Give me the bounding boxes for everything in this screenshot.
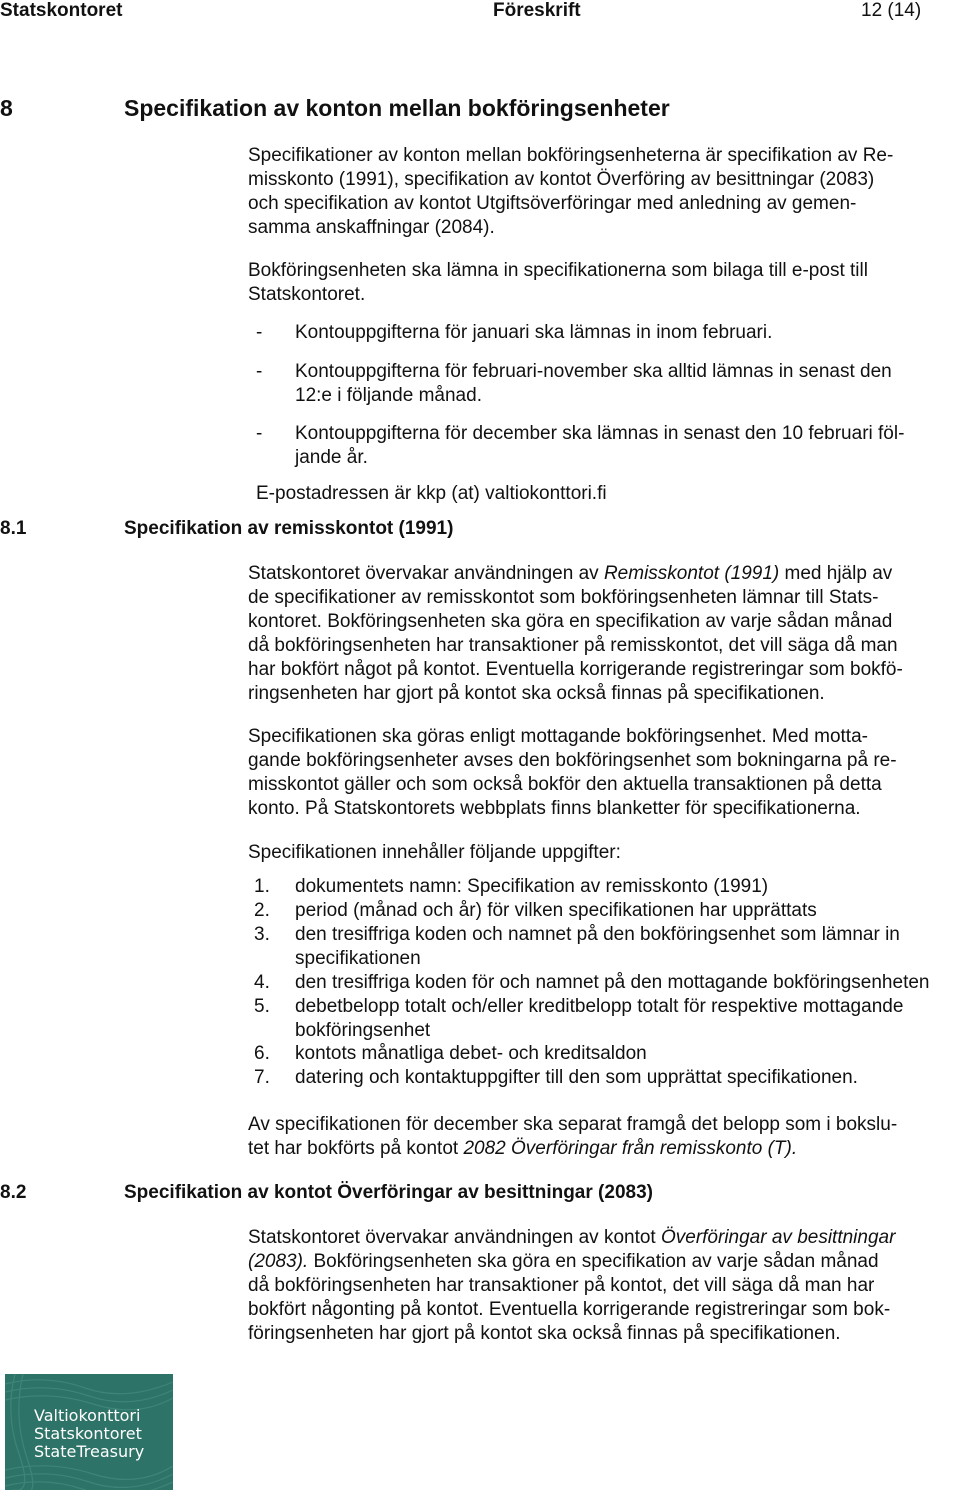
line: misskontot gäller och som också bokför den aktuella transaktionen på detta [248,774,882,795]
line: debetbelopp totalt och/eller kreditbelopp totalt för respektive mottagande [295,996,904,1017]
line: Kontouppgifterna för februari-november ska alltid lämnas in senast den [295,361,892,382]
list-number: 5. [254,996,270,1017]
list-number: 1. [254,876,270,897]
list-item [295,899,960,923]
section-8-paragraph-2 [248,259,960,307]
section-8-1-paragraph-3: Specifikationen innehåller följande uppgifter: [248,842,621,863]
line: Bokföringsenheten ska lämna in specifikationerna som bilaga till e-post till [248,260,868,281]
list-item [295,995,960,1043]
section-8-1-paragraph-2 [248,725,960,821]
line: specifikationen [295,948,421,969]
section-8-2-title: Specifikation av kontot Överföringar av besittningar (2083) [124,1182,653,1203]
section-8-2-number: 8.2 [0,1182,27,1203]
line: Statskontoret. [248,284,366,305]
text-run: Statskontoret övervakar användningen av [248,563,604,584]
line: Kontouppgifterna för december ska lämnas in senast den 10 februari föl- [295,423,905,444]
list-item [295,923,960,971]
account-number-italic: (2083). [248,1251,309,1272]
line: konto. På Statskontorets webbplats finns blanketter för specifikationerna. [248,798,861,819]
list-item [295,1042,960,1066]
dash-item-1 [295,321,960,345]
line: period (månad och år) för vilken specifikationen har upprättats [295,900,817,921]
text-run: Statskontoret övervakar användningen av kontot [248,1227,661,1248]
line: Specifikationen ska göras enligt mottagande bokföringsenhet. Med motta- [248,726,868,747]
line: och specifikation av kontot Utgiftsöverföringar med anledning av gemen- [248,193,857,214]
line: den tresiffriga koden för och namnet på den mottagande bokföringsenheten [295,972,930,993]
line: kontots månatliga debet- och kreditsaldon [295,1043,647,1064]
section-8-paragraph-1 [248,144,960,240]
line: då bokföringsenheten har transaktioner på remisskontot, det vill säga då man [248,635,898,656]
line: jande år. [295,447,368,468]
account-name-italic: 2082 Överföringar från remisskonto (T). [463,1138,798,1159]
logo-text-line-2: Statskontoret [34,1424,142,1443]
header-org: Statskontoret [0,0,123,21]
list-number: 4. [254,972,270,993]
text-run: med hjälp av [779,563,893,584]
dash-marker: - [256,322,263,343]
section-8-1-title: Specifikation av remisskontot (1991) [124,518,454,539]
email-address-line: E-postadressen är kkp (at) valtiokonttori.fi [256,483,607,504]
list-number: 6. [254,1043,270,1064]
dash-marker: - [256,423,263,444]
line: den tresiffriga koden och namnet på den bokföringsenhet som lämnar in [295,924,900,945]
line: samma anskaffningar (2084). [248,217,495,238]
line [248,1226,960,1250]
list-item [295,1066,960,1090]
account-name-italic: Remisskontot (1991) [603,563,780,584]
line [248,1137,960,1161]
line: datering och kontaktuppgifter till den som upprättat specifikationen. [295,1067,858,1088]
line: kontoret. Bokföringsenheten ska göra en specifikation av varje sådan månad [248,611,893,632]
list-item [295,971,960,995]
section-8-number: 8 [0,95,13,121]
line: bokfört någonting på kontot. Eventuella korrigerande registreringar som bok- [248,1299,891,1320]
line: de specifikationer av remisskontot som bokföringsenheten lämnar till Stats- [248,587,879,608]
line: 12:e i följande månad. [295,385,482,406]
section-8-1-number: 8.1 [0,518,27,539]
line: då bokföringsenheten har transaktioner på kontot, det vill säga då man har [248,1275,875,1296]
section-8-title: Specifikation av konton mellan bokföringsenheter [124,95,670,121]
line: gande bokföringsenheter avses den bokföringsenhet som bokningarna på re- [248,750,897,771]
dash-item-2 [295,360,960,408]
line: Specifikationer av konton mellan bokföringsenheterna är specifikation av Re- [248,145,894,166]
list-number: 2. [254,900,270,921]
line: ringsenheten har gjort på kontot ska också finnas på specifikationen. [248,683,825,704]
header-page-number: 12 (14) [861,0,922,21]
list-number: 7. [254,1067,270,1088]
dash-marker: - [256,361,263,382]
line: dokumentets namn: Specifikation av remisskonto (1991) [295,876,769,897]
logo-text-line-3: StateTreasury [34,1442,145,1461]
line: misskonto (1991), specifikation av kontot Överföring av besittningar (2083) [248,169,875,190]
line [248,1250,960,1274]
section-8-2-paragraph-1 [248,1226,960,1346]
line: bokföringsenhet [295,1020,431,1041]
state-treasury-logo [5,1374,173,1490]
line: Kontouppgifterna för januari ska lämnas in inom februari. [295,322,773,343]
line: föringsenheten har gjort på kontot ska också finnas på specifikationen. [248,1323,841,1344]
section-8-1-paragraph-4 [248,1113,960,1161]
line: har bokfört något på kontot. Eventuella korrigerande registreringar som bokfö- [248,659,903,680]
line [248,562,960,586]
text-run: tet har bokförts på kontot [248,1138,464,1159]
list-number: 3. [254,924,270,945]
logo-text-line-1: Valtiokonttori [34,1406,141,1425]
account-name-italic: Överföringar av besittningar [660,1227,896,1248]
header-doc-type: Föreskrift [493,0,581,21]
list-item [295,875,960,899]
section-8-1-paragraph-1 [248,562,960,706]
dash-item-3 [295,422,960,470]
text-run: Bokföringsenheten ska göra en specifikation av varje sådan månad [308,1251,879,1272]
line: Av specifikationen för december ska separat framgå det belopp som i bokslu- [248,1114,898,1135]
